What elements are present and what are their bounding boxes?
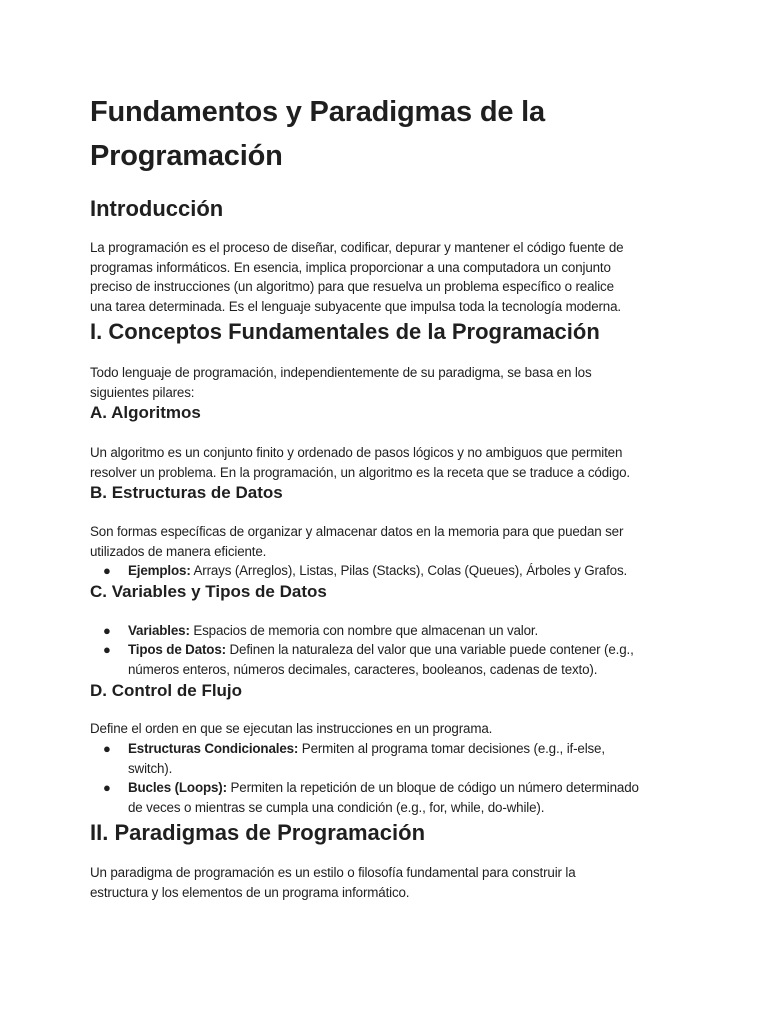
bullet-text: Definen la naturaleza del valor que una variable puede contener (e.g., <box>225 642 634 657</box>
bullet-label: Tipos de Datos: <box>128 642 226 657</box>
heading-algoritmos: A. Algoritmos <box>90 403 201 422</box>
text-line: Un paradigma de programación es un estilo o filosofía fundamental para construir la <box>90 865 576 880</box>
text-line: La programación es el proceso de diseñar, codificar, depurar y mantener el código fuente de <box>90 240 624 255</box>
text-line: una tarea determinada. Es el lenguaje subyacente que impulsa toda la tecnología moderna. <box>90 298 621 314</box>
control-flujo-paragraph <box>90 719 680 739</box>
heading-section-2: II. Paradigmas de Programación <box>90 820 426 845</box>
bullet-label: Ejemplos: <box>128 563 191 578</box>
text-line: Define el orden en que se ejecutan las instrucciones en un programa. <box>90 721 493 736</box>
bullet-text: Arrays (Arreglos), Listas, Pilas (Stacks), Colas (Queues), Árboles y Grafos. <box>190 563 628 578</box>
heading-control-de-flujo: D. Control de Flujo <box>90 681 243 700</box>
bullet-label: Bucles (Loops): <box>128 780 227 795</box>
heading-estructuras-de-datos: B. Estructuras de Datos <box>90 483 283 502</box>
bullet-text: Espacios de memoria con nombre que almacenan un valor. <box>189 623 539 638</box>
bullet-text: switch). <box>128 760 173 776</box>
text-line: siguientes pilares: <box>90 384 195 400</box>
document-title: Fundamentos y Paradigmas de la Programación <box>90 96 545 172</box>
section-1-paragraph <box>90 363 680 402</box>
text-line: estructura y los elementos de un programa informático. <box>90 884 410 900</box>
bullet-text: Permiten al programa tomar decisiones (e.g., if-else, <box>298 741 605 756</box>
text-line: utilizados de manera eficiente. <box>90 543 267 559</box>
bullet-label: Variables: <box>128 623 190 638</box>
text-line: preciso de instrucciones (un algoritmo) para que resuelva un problema específico o realice <box>90 279 614 294</box>
estructuras-paragraph <box>90 522 680 561</box>
bullet-marker: ● <box>103 623 111 638</box>
section-2-paragraph <box>90 863 680 902</box>
bullet-marker: ● <box>103 741 111 756</box>
text-line: Todo lenguaje de programación, independientemente de su paradigma, se basa en los <box>90 365 592 380</box>
text-line: programas informáticos. En esencia, implica proporcionar a una computadora un conjunto <box>90 259 611 275</box>
text-line: Un algoritmo es un conjunto finito y ordenado de pasos lógicos y no ambiguos que permiten <box>90 445 623 460</box>
algoritmos-paragraph <box>90 443 680 482</box>
heading-section-1: I. Conceptos Fundamentales de la Programación <box>90 319 600 344</box>
text-line: Son formas específicas de organizar y almacenar datos en la memoria para que puedan ser <box>90 524 624 539</box>
heading-variables-tipos: C. Variables y Tipos de Datos <box>90 582 327 601</box>
bullet-marker: ● <box>103 642 111 657</box>
bullet-marker: ● <box>103 563 111 578</box>
bullet-marker: ● <box>103 780 111 795</box>
bullet-text: Permiten la repetición de un bloque de código un número determinado <box>226 780 639 795</box>
bullet-text: de veces o mientras se cumpla una condición (e.g., for, while, do-while). <box>128 799 545 815</box>
text-line: resolver un problema. En la programación, un algoritmo es la receta que se traduce a código. <box>90 464 630 480</box>
heading-introduccion: Introducción <box>90 196 224 221</box>
intro-paragraph <box>90 238 680 316</box>
bullet-label: Estructuras Condicionales: <box>128 741 299 756</box>
bullet-text: números enteros, números decimales, caracteres, booleanos, cadenas de texto). <box>128 661 598 677</box>
